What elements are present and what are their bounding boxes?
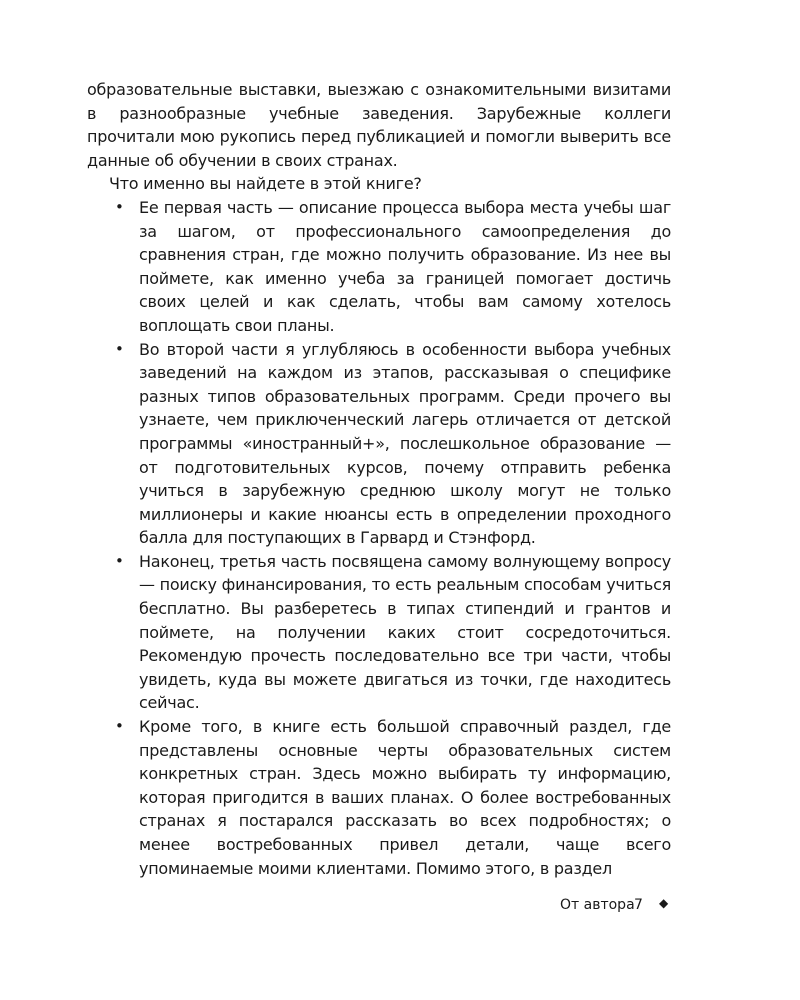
intro-paragraph: образовательные выставки, выезжаю с ознакомительными визитами в разнообразные учебные заведения. Зарубежные коллеги прочитали мою рукопись перед публикацией и помогли выверить все данные об обучении в своих странах. — [87, 80, 671, 170]
bullet-list — [87, 196, 671, 880]
bullet-item-1 — [87, 196, 671, 338]
bullet-icon: • — [115, 197, 124, 216]
page-footer — [560, 897, 670, 919]
bullet-icon: • — [115, 717, 124, 736]
bullet-icon: • — [115, 551, 124, 570]
page-number: 7 — [634, 897, 643, 913]
bullet-text-1: Ее первая часть — описание процесса выбора места учебы шаг за шагом, от профессионального самоопределения до сравнения стран, где можно получить образование. Из нее вы поймете, как именно учеба за границей помогает достичь своих целей и как сделать, чтобы вам самому хотелось воплощать свои планы. — [139, 197, 671, 335]
bullet-item-4 — [87, 715, 671, 880]
bullet-item-2 — [87, 338, 671, 550]
bullet-text-4: Кроме того, в книге есть большой справочный раздел, где представлены основные черты образовательных систем конкретных стран. Здесь можно выбирать ту информацию, которая пригодится в ваших планах. О более востребованных странах я постарался рассказать во всех подробностях; о менее востребованных привел детали, чаще всего упоминаемые моими клиентами. Помимо этого, в раздел — [139, 717, 671, 878]
diamond-icon: ◆ — [659, 896, 669, 910]
bullet-text-3: Наконец, третья часть посвящена самому волнующему вопросу — поиску финансирования, то есть реальным способам учиться бесплатно. Вы разберетесь в типах стипендий и грантов и поймете, на получении каких стоит сосредоточиться. Рекомендую прочесть последовательно все три части, чтобы увидеть, куда вы можете двигаться из точки, где находитесь сейчас. — [139, 551, 671, 713]
bullet-text-2: Во второй части я углубляюсь в особенности выбора учебных заведений на каждом из этапов, рассказывая о специфике разных типов образовательных программ. Среди прочего вы узнаете, чем приключенческий лагерь отличается от детской программы «иностранный+», послешкольное образование — от подготовительных курсов, почему отправить ребенка учиться в зарубежную среднюю школу могут не только миллионеры и какие нюансы есть в определении проходного балла для поступающих в Гарвард и Стэнфорд. — [139, 339, 671, 548]
running-footer-title: От автора — [560, 897, 635, 913]
page-body — [87, 78, 671, 880]
bullet-icon: • — [115, 339, 124, 358]
question-line: Что именно вы найдете в этой книге? — [109, 174, 422, 194]
bullet-item-3 — [87, 550, 671, 715]
